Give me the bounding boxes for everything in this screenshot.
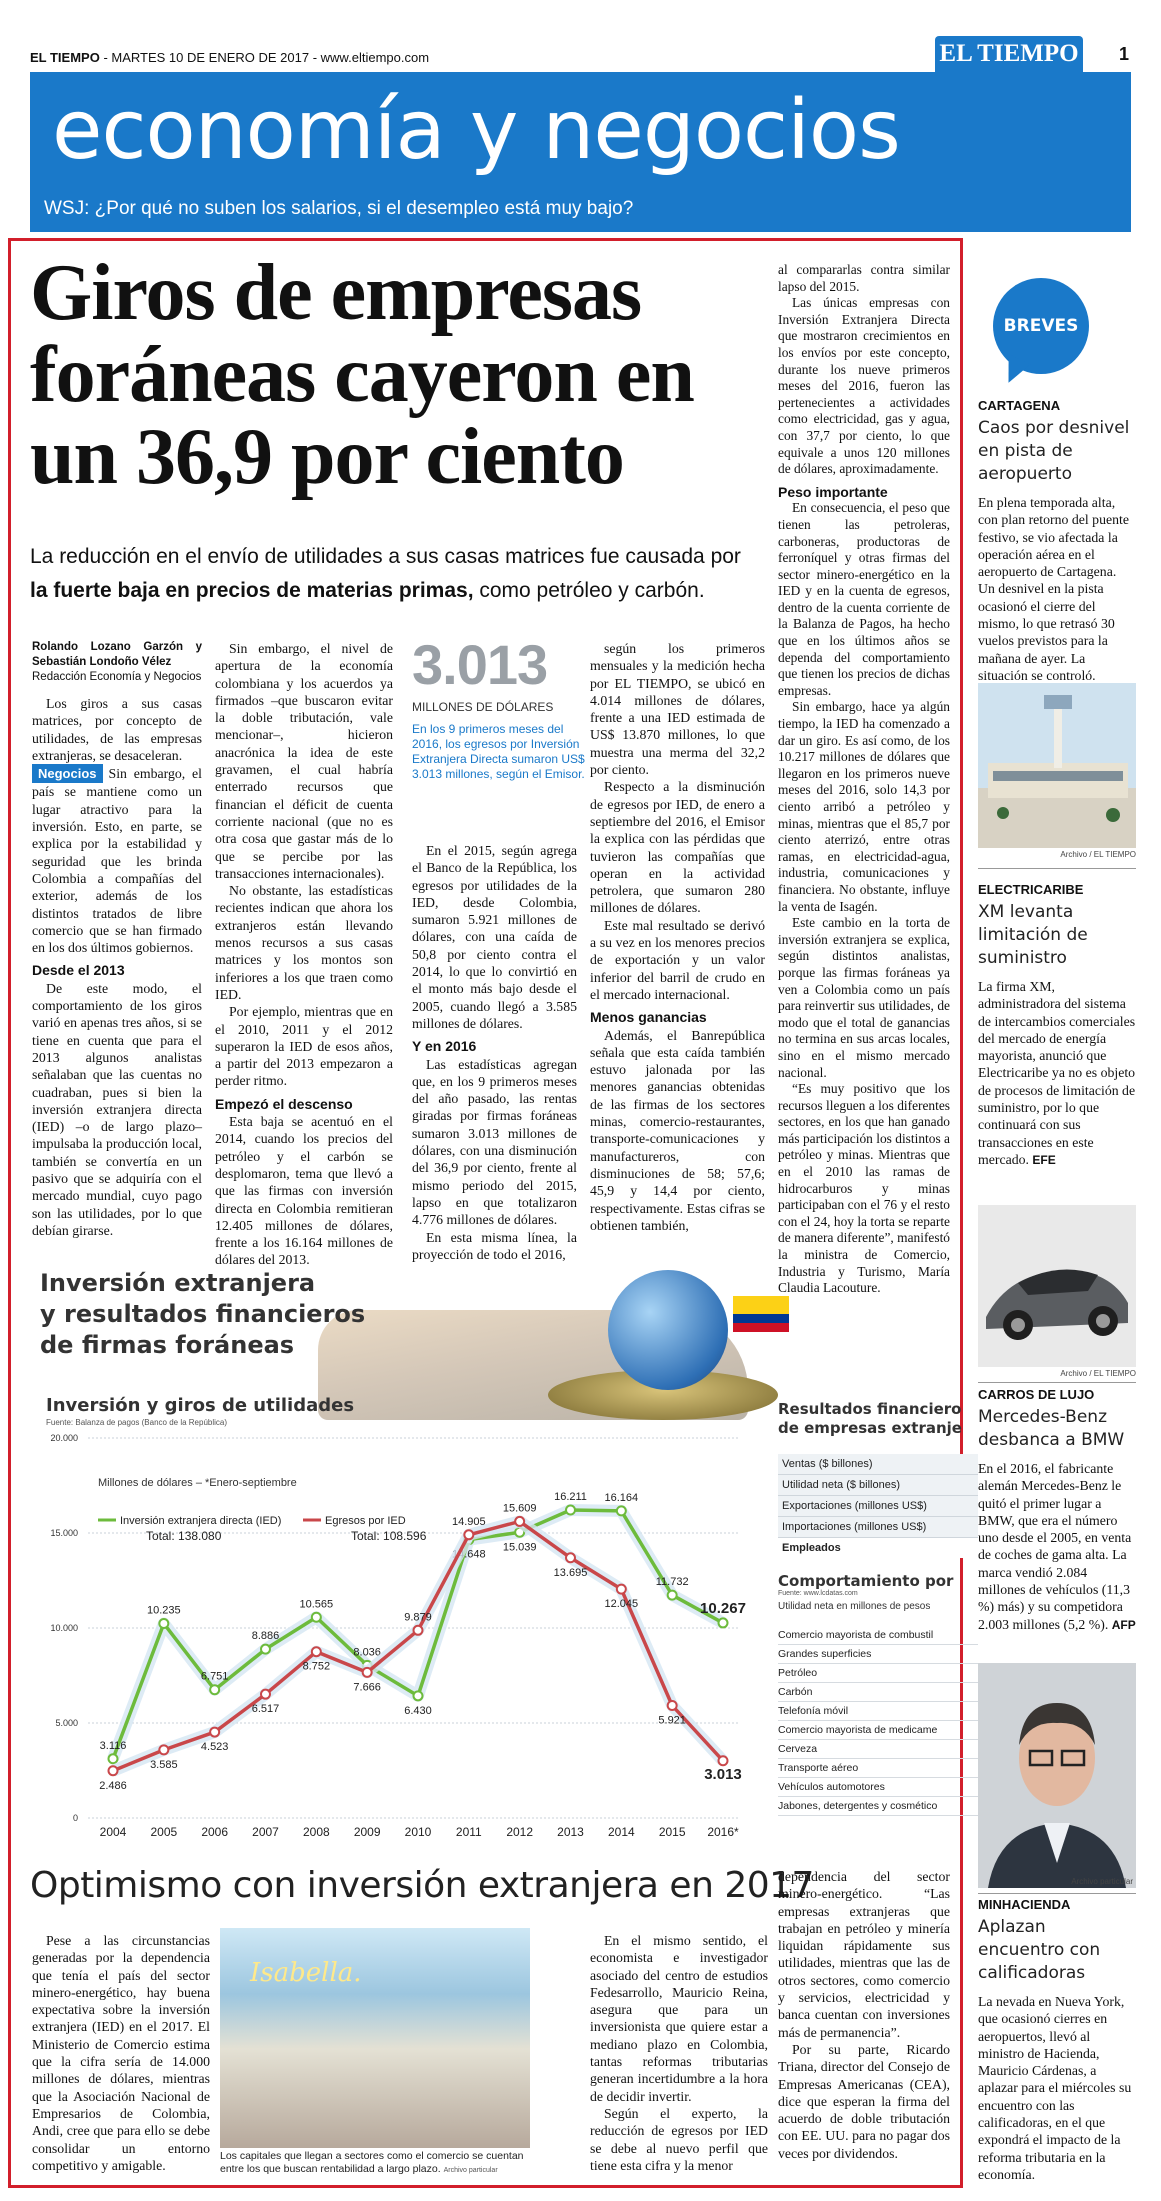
- y-tick-label: 10.000: [50, 1623, 78, 1633]
- photo-credit: Archivo / EL TIEMPO: [1060, 1369, 1136, 1378]
- wsj-teaser-bar[interactable]: [30, 190, 1131, 232]
- byline-desk: Redacción Economía y Negocios: [32, 671, 202, 683]
- subhead: Empezó el descenso: [215, 1095, 353, 1112]
- brief-body: La nevada en Nueva York, que ocasionó cierres en aeropuertos, llevó al ministro de Hacienda, Mauricio Cárdenas, a aplazar para el miércoles su encuentro con las calificadoras, en el que expondrá el impacto de la reforma tributaria en la economía.: [978, 1994, 1132, 2182]
- x-tick-label: 2007: [252, 1825, 279, 1839]
- sector-item: Petróleo: [778, 1664, 978, 1683]
- sector-item: Jabones, detergentes y cosmético: [778, 1797, 978, 1816]
- data-point: [719, 1618, 728, 1627]
- caption-credit: Archivo particular: [443, 2167, 498, 2174]
- store-sign: Isabella.: [250, 1958, 362, 1988]
- legend-total: Total: 138.080: [146, 1529, 222, 1543]
- data-point: [617, 1585, 626, 1594]
- data-point: [668, 1701, 677, 1710]
- article2-headline: Optimismo con inversión extranjera en 2017: [30, 1865, 814, 1906]
- paragraph: No obstante, las estadísticas recientes indican que ahora los extranjeros están llevando menos recursos a sus casas matrices y los montos son inferiores a los que traen como IED.: [215, 883, 393, 1002]
- section-tag: Negocios: [32, 764, 103, 783]
- sector-list: [778, 1626, 978, 1816]
- photo-caption: Los capitales que llegan a sectores como el comercio se cuentan entre los que buscan rentabilidad a largo plazo. Archivo particular: [220, 2150, 524, 2175]
- data-point: [109, 1754, 118, 1763]
- byline: [32, 640, 202, 685]
- brief-cartagena: [978, 398, 1136, 684]
- data-point: [617, 1506, 626, 1515]
- data-label: 10.235: [147, 1604, 181, 1617]
- deck-end: como petróleo y carbón.: [473, 579, 705, 602]
- data-point: [515, 1517, 524, 1526]
- paragraph: Por su parte, Ricardo Triana, director del Consejo de Empresas Americanas (CEA), dice que esperan la firma del acuerdo de doble tributación con EE. UU. para no pagar dos veces por dividendos.: [778, 2041, 950, 2161]
- deck-bold: la fuerte baja en precios de materias primas,: [30, 579, 474, 602]
- sector-item: Grandes superficies: [778, 1645, 978, 1664]
- x-tick-label: 2008: [302, 1825, 330, 1839]
- sector-item: Transporte aéreo: [778, 1759, 978, 1778]
- paragraph: De este modo, el comportamiento de los giros varió en apenas tres años, si se tiene en cuenta que para el 2013 algunos analistas señalaban que las cuentas no cuadraban, pues si bien la inversión extranjera directa (IED) –o de largo plazo– impulsaba la producción local, también se convertía en un pasivo que se adquiría con el mercado mundial, cuyo pago son las utilidades, por lo que debían girarse.: [32, 980, 202, 1238]
- brief-title: Caos por desnivel en pista de aeropuerto: [978, 418, 1130, 484]
- brief-title: Aplazan encuentro con calificadoras: [978, 1917, 1101, 1983]
- legend-label: Egresos por IED: [325, 1515, 406, 1527]
- data-point: [210, 1728, 219, 1737]
- brief-kicker: CARTAGENA: [978, 398, 1061, 413]
- brief-mercedes: [978, 1387, 1136, 1634]
- data-label: 16.211: [554, 1490, 587, 1503]
- brief-minhacienda: [978, 1897, 1136, 2183]
- brief-electricaribe: [978, 882, 1136, 1169]
- x-tick-label: 2012: [506, 1825, 534, 1839]
- paragraph: En el 2015, según agrega el Banco de la República, los egresos por utilidades de la IED, desde Colombia, sumaron 5.921 millones de dólares, con una caída de 50,8 por ciento contra el 2014, lo que lo convirtió en el monto más bajo desde el 2005, cuando llegó a 3.585 millones de dólares.: [412, 843, 577, 1031]
- results-employees: Empleados: [778, 1538, 978, 1558]
- brief-body: En el 2016, el fabricante alemán Mercedes-Benz le quitó el primer lugar a BMW, que era el número uno desde el 2005, en venta de coches de gama alta. La marca vendió 2.084 millones de vehículos (11,3 %) más) y su competidora 2.003 millones (5,2 %). AFP: [978, 1461, 1136, 1632]
- paragraph: Pese a las circunstancias generadas por la dependencia que tenía el país del sector minero-energético, hay buena expectativa sobre la inversión extranjera (IED) en el 2017. El Ministerio de Comercio estima que la cifra sería de 14.000 millones de dólares, mientras que la Asociación Nacional de Empresarios de Colombia, Andi, cree que para ello se debe consolidar un entorno competitivo y amigable.: [32, 1933, 210, 2173]
- results-list: [778, 1454, 978, 1538]
- brief-credit: AFP: [1111, 1617, 1136, 1632]
- data-label: 6.517: [251, 1703, 280, 1716]
- subhead: Menos ganancias: [590, 1009, 707, 1026]
- subhead: Y en 2016: [412, 1038, 477, 1055]
- data-label: 8.886: [251, 1630, 280, 1643]
- x-tick-label: 2009: [353, 1825, 381, 1839]
- sector-item: Comercio mayorista de medicame: [778, 1721, 978, 1740]
- data-label: 8.752: [302, 1660, 331, 1673]
- chart-note: Millones de dólares – *Enero-septiembre: [98, 1477, 297, 1489]
- behavior-subtitle: Utilidad neta en millones de pesos: [778, 1601, 931, 1612]
- results-item: Exportaciones (millones US$): [778, 1496, 978, 1517]
- x-tick-label: 2006: [201, 1825, 229, 1839]
- behavior-source: Fuente: www.lcdatas.com: [778, 1590, 858, 1597]
- data-label: 11.732: [655, 1576, 689, 1589]
- sector-item: Carbón: [778, 1683, 978, 1702]
- data-point: [109, 1766, 118, 1775]
- data-label: 6.430: [404, 1704, 432, 1717]
- paragraph: En esta misma línea, la proyección de todo el 2016,: [412, 1229, 577, 1262]
- paragraph: Este cambio en la torta de inversión extranjera se explica, según distintos analistas, porque las firmas foráneas ya ven a Colombia como un país para reinvertir sus utilidades, de modo que el total de ganancias no termina en sus arcas locales, sino en el mismo mercado nacional.: [778, 915, 950, 1080]
- data-label: 5.921: [658, 1714, 686, 1727]
- article-column-1: [32, 640, 202, 1239]
- paragraph: al compararlas contra similar lapso del 2015.: [778, 262, 950, 294]
- brief-title: XM levanta limitación de suministro: [978, 902, 1088, 968]
- article-column-5: [778, 262, 950, 1297]
- airport-photo: [978, 683, 1136, 848]
- article-column-2: [215, 640, 393, 1269]
- results-panel: [778, 1400, 978, 1840]
- results-item: Importaciones (millones US$): [778, 1517, 978, 1538]
- paragraph: Respecto a la disminución de egresos por IED, de enero a septiembre del 2016, el Emisor la explica con las pérdidas que tuvieron las compañías que operan en la actividad petrolera, que sumaron 280 millones de dólares.: [590, 779, 765, 916]
- paragraph: En consecuencia, el peso que tienen las petroleras, carboneras, productoras de ferroníquel y otras firmas del sector minero-energético en la IED y en la cuenta de egresos, dentro de la cuenta corriente de la Balanza de Pagos, ha hecho que en los últimos años se dependa del comportamiento que tienen los precios de dichas empresas.: [778, 500, 950, 698]
- data-label: 14.905: [452, 1515, 486, 1528]
- paragraph: Este mal resultado se derivó a su vez en los menores precios de exportación y un valor inferior del barril de crudo en el mercado internacional.: [590, 917, 765, 1002]
- series-glow: [113, 1521, 723, 1770]
- paragraph: dependencia del sector minero-energético. “Las empresas extranjeras que trabajan en petróleo y minería liquidan rápidamente sus utilidades, mientras que las de otros sectores, como comercio y servicios, electricidad y banca cuentan con inversiones más de permanencia”.: [778, 1869, 950, 2040]
- y-tick-label: 15.000: [50, 1528, 78, 1538]
- x-tick-label: 2013: [557, 1825, 584, 1839]
- data-point: [159, 1619, 168, 1628]
- brief-kicker: CARROS DE LUJO: [978, 1387, 1095, 1402]
- globe-illustration: [608, 1270, 728, 1390]
- article-column-4: [590, 640, 765, 1234]
- data-label: 12.045: [604, 1598, 639, 1611]
- data-point: [312, 1613, 321, 1622]
- article-headline: Giros de empresas foráneas cayeron en un 36,9 por ciento: [30, 249, 694, 501]
- data-point: [363, 1668, 372, 1677]
- paragraph: Sin embargo, hace ya algún tiempo, la IED ha comenzado a dar un giro. Es así como, de los 10.217 millones de dólares que llegaron en los primeros nueve meses del 2016, solo 14,3 por ciento arribó a petróleo y minas, mientras que el 85,7 por ciento aterrizó, entre otras ramas, en electricidad-agua, industria, comunicaciones y financiera. No obstante, influye la venta de Isagén.: [778, 699, 950, 914]
- key-figure-label: MILLONES DE DÓLARES: [412, 700, 554, 714]
- data-point: [464, 1530, 473, 1539]
- photo-credit: Archivo particular: [1071, 1877, 1133, 1886]
- chart-source: Fuente: Balanza de pagos (Banco de la República): [46, 1418, 228, 1427]
- paragraph: Además, el Banrepública señala que esta caída también estuvo jalonada por las menores ganancias obtenidas de las firmas de los sectores minas, comercio-restaurantes, transporte-comunicaciones y manufactureros, con disminuciones de 58; 57,6; 45,9 y 14,4 por ciento, respectivamente. Estas cifras se obtienen también,: [590, 1027, 765, 1233]
- folio-date-url: - MARTES 10 DE ENERO DE 2017 - www.eltiempo.com: [99, 50, 430, 65]
- colombia-flag-icon: [733, 1296, 789, 1332]
- minister-photo: [978, 1663, 1136, 1888]
- store-photo: [220, 1928, 530, 2148]
- data-label: 14.648: [452, 1548, 486, 1561]
- x-tick-label: 2014: [607, 1825, 635, 1839]
- results-title: Resultados financiero de empresas extranje: [778, 1400, 962, 1437]
- subhead: Peso importante: [778, 483, 888, 500]
- section-title: economía y negocios: [52, 83, 900, 178]
- paragraph: En el mismo sentido, el economista e investigador asociado del centro de estudios Fedesarrollo, Mauricio Reina, asegura que para un inversionista que quiere estar a mediano plazo en Colombia, tantas reformas tributarias generan incertidumbre a la hora de decidir invertir.: [590, 1933, 768, 2104]
- infographic: [28, 1260, 960, 1840]
- data-label: 9.879: [404, 1611, 432, 1624]
- sector-item: Cerveza: [778, 1740, 978, 1759]
- subhead: Desde el 2013: [32, 962, 125, 979]
- x-tick-label: 2015: [658, 1825, 686, 1839]
- data-point: [210, 1685, 219, 1694]
- y-tick-label: 0: [72, 1813, 78, 1823]
- data-label: 3.116: [99, 1739, 127, 1752]
- divider: [978, 868, 1136, 869]
- deck-regular: La reducción en el envío de utilidades a sus casas matrices fue causada por: [30, 545, 741, 568]
- data-label: 16.164: [604, 1491, 639, 1504]
- data-label: 3.013: [704, 1765, 742, 1783]
- data-label: 10.267: [700, 1599, 746, 1617]
- photo-credit: Archivo / EL TIEMPO: [1060, 850, 1136, 859]
- paragraph: Por ejemplo, mientras que en el 2010, 2011 y el 2012 superaron la IED de esos años, a partir del 2013 empezaron a perder ritmo.: [215, 1004, 393, 1089]
- chart-title: Inversión y giros de utilidades: [46, 1395, 355, 1416]
- data-label: 15.609: [502, 1502, 537, 1515]
- sector-item: Vehículos automotores: [778, 1778, 978, 1797]
- data-point: [414, 1691, 423, 1700]
- y-tick-label: 20.000: [50, 1433, 78, 1443]
- data-point: [719, 1756, 728, 1765]
- data-point: [414, 1626, 423, 1635]
- brief-body: En plena temporada alta, con plan retorno del puente festivo, se vio afectada la operación aérea en el aeropuerto de Cartagena. Un desnivel en la pista ocasionó el cierre del mismo, lo que retrasó 30 vuelos previstos para la mañana de ayer. La situación se controló.: [978, 495, 1129, 683]
- key-figure-description: En los 9 primeros meses del 2016, los egresos por Inversión Extranjera Directa sumaron US$ 3.013 millones, según el Emisor.: [412, 722, 585, 781]
- data-label: 2.486: [99, 1779, 127, 1792]
- results-item: Ventas ($ billones): [778, 1454, 978, 1475]
- byline-names: Rolando Lozano Garzón y Sebastián Londoño Vélez: [32, 641, 202, 668]
- article2-column-3: [778, 1868, 950, 2162]
- x-tick-label: 2016*: [707, 1825, 739, 1839]
- brief-credit: EFE: [1032, 1152, 1056, 1167]
- brief-kicker: ELECTRICARIBE: [978, 882, 1084, 897]
- data-label: 15.039: [502, 1541, 537, 1554]
- paragraph: Según el experto, la reducción de egresos por IED se debe al nuevo perfil que tiene esta cifra y la menor: [590, 2105, 768, 2173]
- line-chart: [28, 1430, 758, 1840]
- paragraph: según los primeros mensuales y la medición hecha por EL TIEMPO, se ubicó en 4.014 millones de dólares, frente a una IED estimada de US$ 13.870 millones, lo que muestra una merma del 32,2 por ciento.: [590, 641, 765, 778]
- article-column-3: [412, 842, 577, 1263]
- data-label: 8.036: [353, 1646, 381, 1659]
- x-tick-label: 2010: [404, 1825, 432, 1839]
- sector-item: Telefonía móvil: [778, 1702, 978, 1721]
- wsj-teaser-text[interactable]: WSJ: ¿Por qué no suben los salarios, si el desempleo está muy bajo?: [44, 198, 634, 219]
- paragraph: Esta baja se acentuó en el 2014, cuando los precios del petróleo y el carbón se desplomaron, tema que llevó a que las firmas con inversión directa en Colombia remitieran 12.405 millones de dólares, frente a los 16.164 millones de dólares del 2013.: [215, 1114, 393, 1268]
- el-tiempo-logo: EL TIEMPO: [935, 36, 1083, 72]
- x-tick-label: 2005: [150, 1825, 178, 1839]
- paragraph: Sin embargo, el país se mantiene como un lugar atractivo para la inversión. Esto, en parte, se explica por la estabilidad y seguridad que les brinda Colombia a compañías del exterior, además de los distintos tratados de libre comercio que se han firmado en los dos últimos gobiernos.: [32, 766, 202, 956]
- paragraph: Sin embargo, el nivel de apertura de la economía colombiana y los acuerdos ya firmados –que buscaron evitar la doble tributación, vale mencionar–, hicieron anacrónica la idea de este gravamen, el cual habría enterrado recursos que financian el déficit de cuenta corriente nacional (que no es otra cosa que gastar más de lo que se percibe por las transacciones internacionales).: [215, 641, 393, 881]
- data-label: 4.523: [200, 1741, 229, 1754]
- y-tick-label: 5.000: [55, 1718, 78, 1728]
- divider: [978, 1893, 1136, 1894]
- page-number: 1: [1118, 44, 1129, 64]
- data-point: [668, 1591, 677, 1600]
- brief-body: La firma XM, administradora del sistema de intercambios comerciales del mercado de energía mayorista, anunció que Electricaribe ya no es objeto de procesos de limitación de suministro, por lo que continuará con sus transacciones en este mercado. EFE: [978, 979, 1136, 1167]
- data-point: [261, 1645, 270, 1654]
- x-tick-label: 2011: [455, 1825, 482, 1839]
- infographic-title: Inversión extranjera y resultados financieros de firmas foráneas: [40, 1269, 366, 1359]
- brief-kicker: MINHACIENDA: [978, 1897, 1071, 1912]
- data-point: [566, 1505, 575, 1514]
- legend-label: Inversión extranjera directa (IED): [120, 1515, 282, 1527]
- behavior-title: Comportamiento por: [778, 1572, 954, 1590]
- car-photo: [978, 1205, 1136, 1367]
- key-figure: 3.013: [412, 633, 548, 696]
- x-tick-label: 2004: [99, 1825, 127, 1839]
- paragraph: Los giros a sus casas matrices, por concepto de utilidades, de las empresas extranjeras, se desaceleran.: [32, 696, 202, 763]
- divider: [978, 1382, 1136, 1383]
- data-label: 7.666: [353, 1681, 381, 1694]
- article2-column-1: [32, 1932, 210, 2174]
- article2-column-2: [590, 1932, 768, 2174]
- data-label: 3.585: [150, 1758, 178, 1771]
- results-item: Utilidad neta ($ billones): [778, 1475, 978, 1496]
- sector-item: Comercio mayorista de combustil: [778, 1626, 978, 1645]
- brief-title: Mercedes-Benz desbanca a BMW: [978, 1407, 1125, 1450]
- paragraph: “Es muy positivo que los recursos lleguen a los diferentes sectores, en los que han ganado más participación los distintos a petróleo y minas. Mientras que en el 2010 las ramas de hidrocarburos y minas participaban con el 76 y el resto con el 24, hoy la torta se reparte de manera diferente”, manifestó la ministra de Comercio, Industria y Turismo, María Claudia Lacouture.: [778, 1081, 950, 1296]
- publication-name: EL TIEMPO: [30, 50, 100, 65]
- data-point: [159, 1745, 168, 1754]
- data-label: 6.751: [200, 1670, 229, 1683]
- data-point: [312, 1647, 321, 1656]
- section-banner: [30, 72, 1131, 190]
- data-point: [261, 1690, 270, 1699]
- legend-total: Total: 108.596: [351, 1529, 427, 1543]
- breves-badge: BREVES: [993, 278, 1089, 374]
- article-deck: [30, 540, 760, 608]
- data-label: 13.695: [553, 1566, 588, 1579]
- data-label: 10.565: [299, 1598, 334, 1611]
- paragraph: Las únicas empresas con Inversión Extranjera Directa que mostraron crecimientos en los envíos por este concepto, durante los nueve primeros meses del 2016, fueron las pertenecientes a actividades como electricidad, gas y agua, con 37,7 por ciento, lo que equivale a unos 120 millones de dólares, aproximadamente.: [778, 295, 950, 477]
- paragraph: Las estadísticas agregan que, en los 9 primeros meses del año pasado, las rentas giradas por firmas foráneas sumaron 3.013 millones de dólares, con una disminución del 36,9 por ciento, frente al mismo periodo del 2015, lapso en que totalizaron 4.776 millones de dólares.: [412, 1056, 577, 1228]
- data-point: [566, 1553, 575, 1562]
